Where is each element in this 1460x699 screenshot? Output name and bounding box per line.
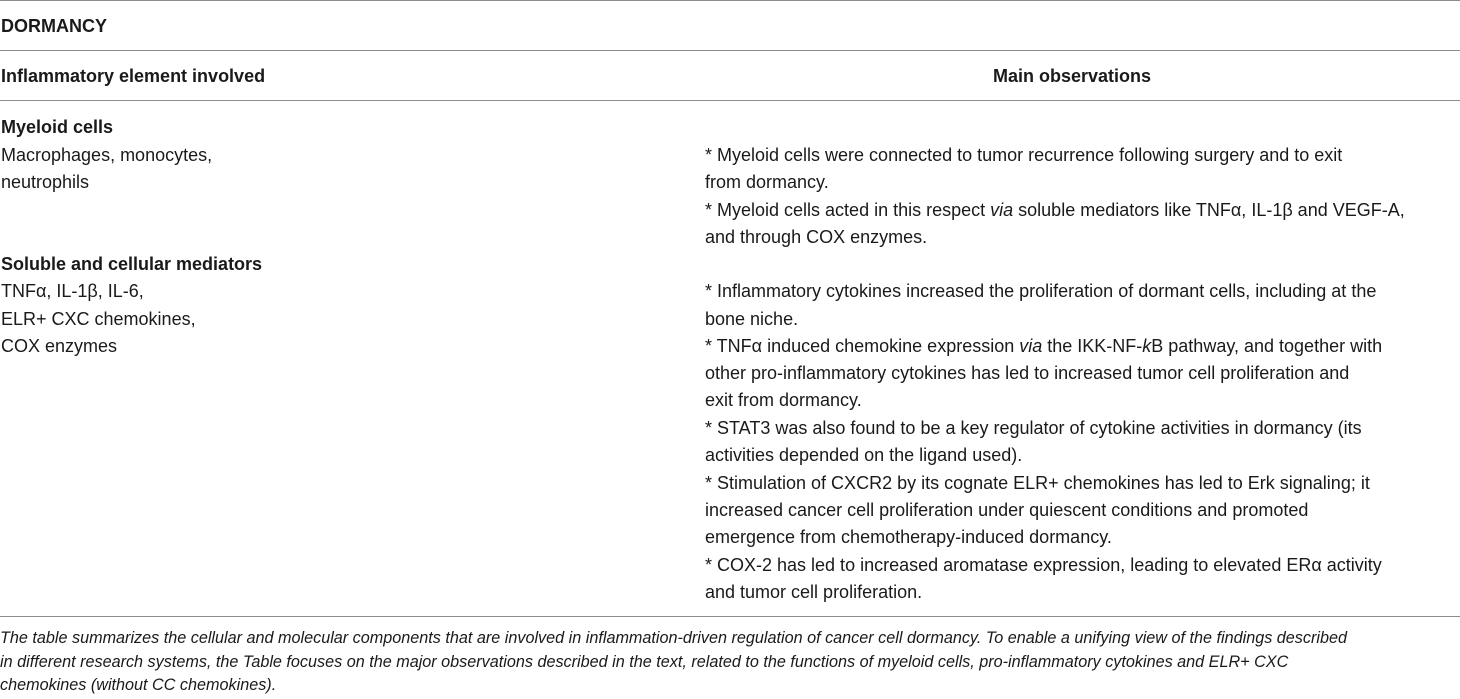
observation-line: * TNFα induced chemokine expression via the IKK-NF-kB pathway, and together with	[705, 336, 1383, 356]
footnote-line: The table summarizes the cellular and molecular components that are involved in inflammation-driven regulation of cancer cell dormancy. To enable a unifying view of the findings described	[0, 629, 1347, 647]
observation-line: * COX-2 has led to increased aromatase expression, leading to elevated ERα activity	[705, 555, 1382, 575]
element-line: neutrophils	[1, 172, 90, 192]
footnote-line: chemokines (without CC chemokines).	[0, 676, 277, 694]
group-heading: Soluble and cellular mediators	[1, 254, 263, 274]
header-rule	[0, 100, 1460, 101]
table-top-rule	[0, 0, 1460, 1]
column-header-observations: Main observations	[993, 66, 1152, 86]
element-line: Macrophages, monocytes,	[1, 145, 213, 165]
section-title: DORMANCY	[1, 16, 107, 36]
column-header-element: Inflammatory element involved	[1, 66, 266, 86]
observation-line: * STAT3 was also found to be a key regulator of cytokine activities in dormancy (its	[705, 418, 1362, 438]
observation-line: and tumor cell proliferation.	[705, 582, 923, 602]
group-heading: Myeloid cells	[1, 117, 114, 137]
observation-line: and through COX enzymes.	[705, 227, 928, 247]
observation-line: emergence from chemotherapy-induced dormancy.	[705, 527, 1112, 547]
table-bottom-rule	[0, 616, 1460, 617]
observation-line: activities depended on the ligand used).	[705, 445, 1023, 465]
observation-line: * Stimulation of CXCR2 by its cognate ELR+ chemokines has led to Erk signaling; it	[705, 473, 1370, 493]
observation-line: * Myeloid cells were connected to tumor recurrence following surgery and to exit	[705, 145, 1343, 165]
observation-line: * Inflammatory cytokines increased the proliferation of dormant cells, including at the	[705, 281, 1377, 301]
observation-line: other pro-inflammatory cytokines has led to increased tumor cell proliferation and	[705, 363, 1350, 383]
section-rule	[0, 50, 1460, 51]
observation-line: * Myeloid cells acted in this respect via soluble mediators like TNFα, IL-1β and VEGF-A,	[705, 200, 1405, 220]
element-line: ELR+ CXC chemokines,	[1, 309, 196, 329]
element-line: COX enzymes	[1, 336, 118, 356]
table-footnote	[0, 627, 1460, 698]
observation-line: bone niche.	[705, 309, 799, 329]
footnote-line: in different research systems, the Table focuses on the major observations described in the text, related to the functions of myeloid cells, pro-inflammatory cytokines and ELR+ CXC	[0, 652, 1289, 671]
observation-line: from dormancy.	[705, 172, 829, 192]
element-line: TNFα, IL-1β, IL-6,	[1, 281, 144, 301]
observation-line: increased cancer cell proliferation under quiescent conditions and promoted	[705, 500, 1309, 520]
observation-line: exit from dormancy.	[705, 390, 862, 410]
